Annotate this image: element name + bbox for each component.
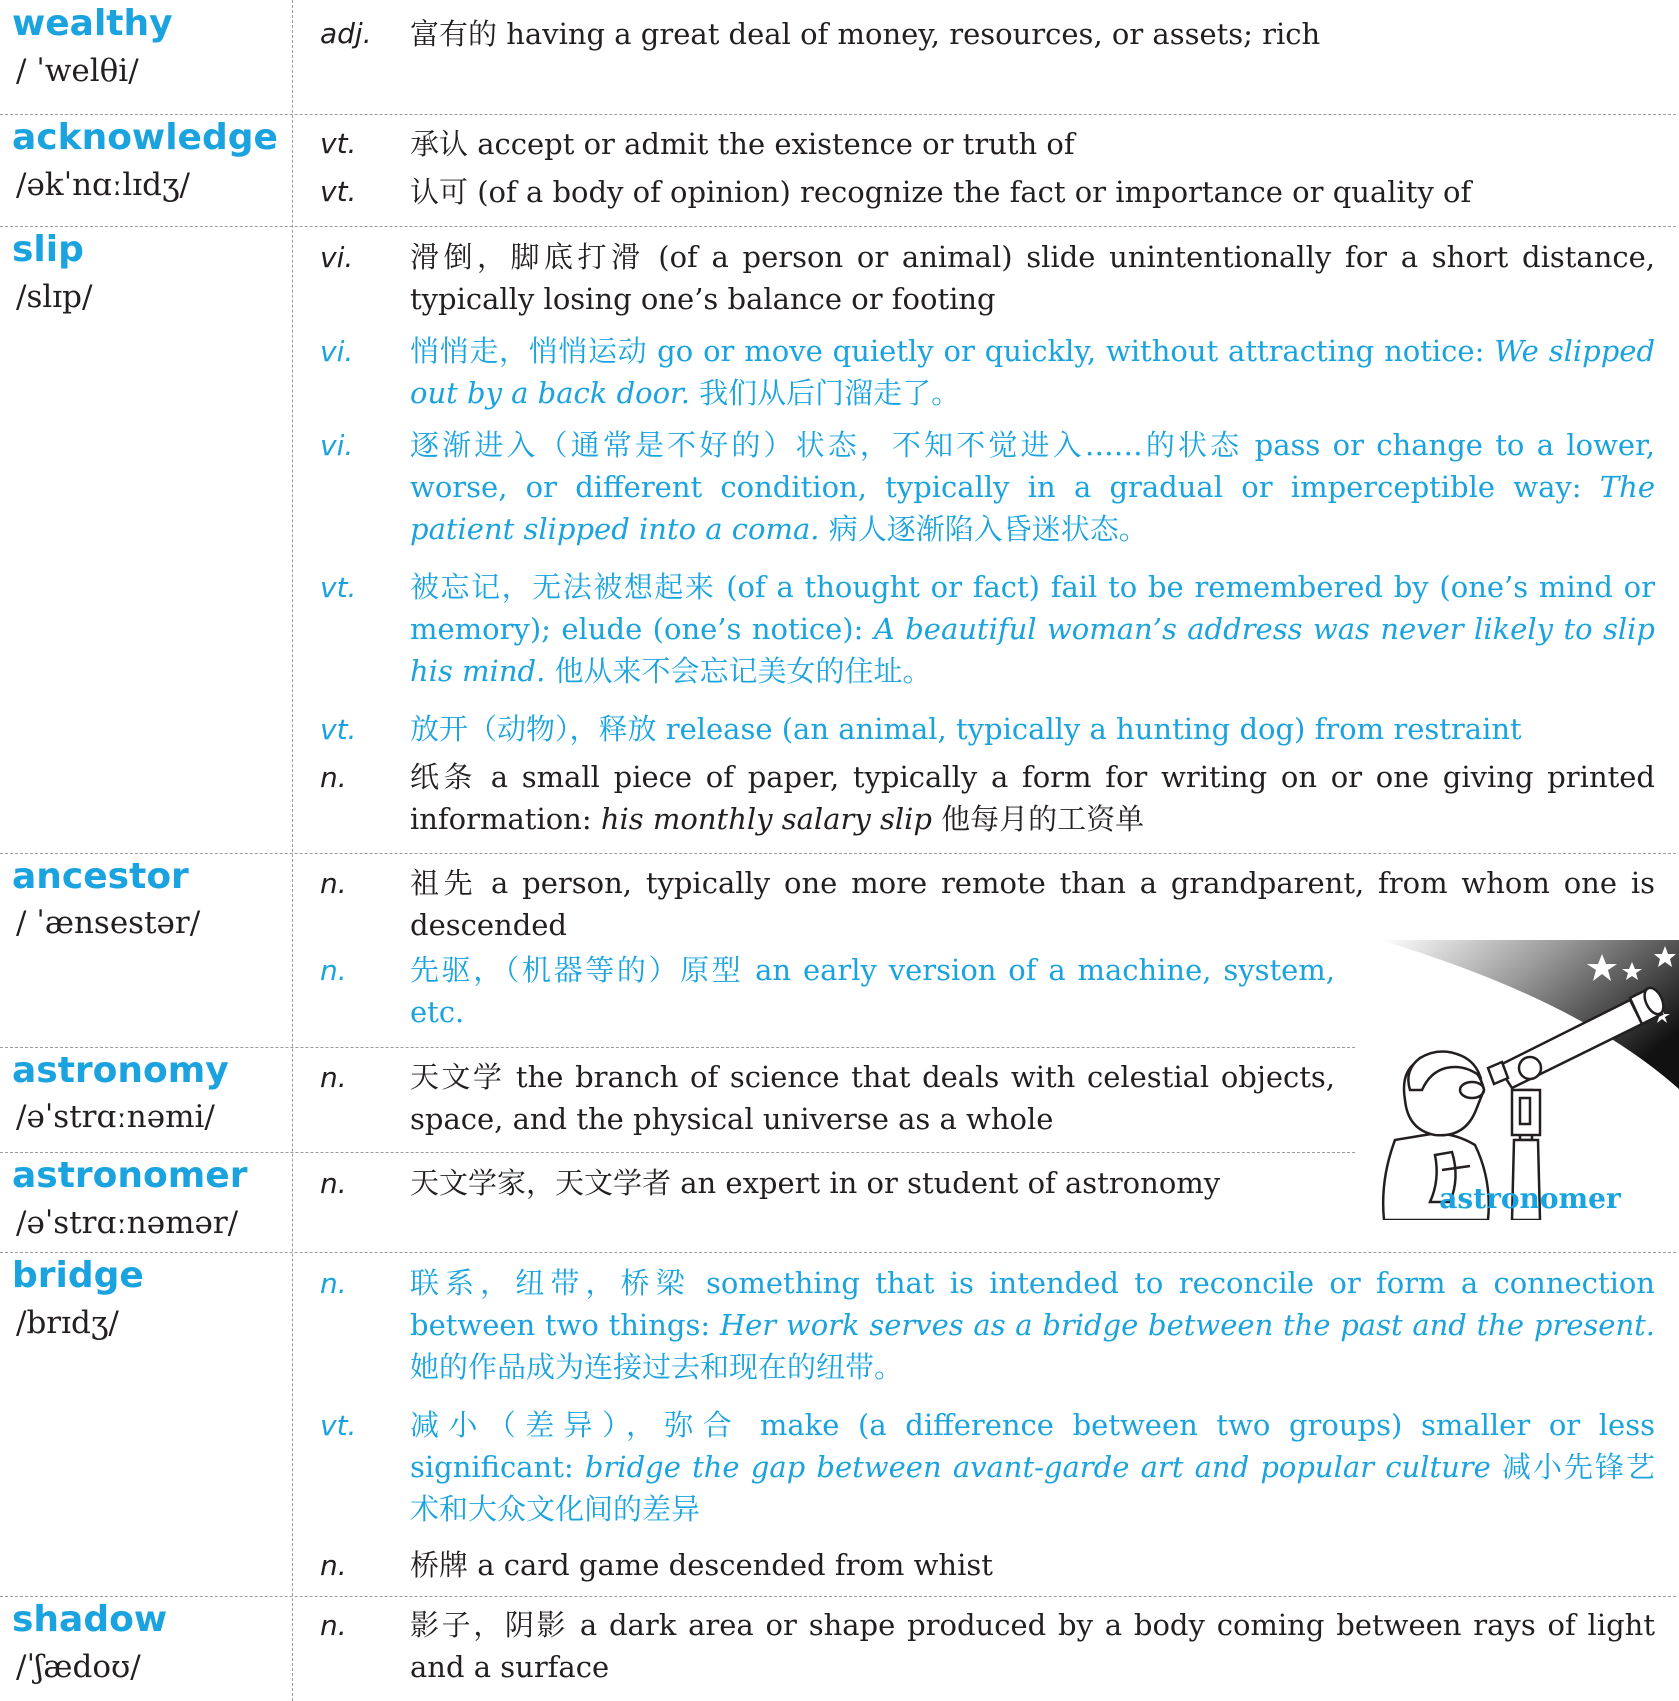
phonetic-astronomy: /əˈstrɑːnəmi/ (16, 1099, 215, 1135)
example-translation: 病人逐渐陷入昏迷状态。 (828, 512, 1148, 546)
astronomer-illustration (1380, 940, 1679, 1220)
definition-text: 纸条 a small piece of paper, typically a form for writing on or one giving printed information: (410, 760, 1655, 836)
headword-acknowledge: acknowledge (12, 117, 278, 158)
part-of-speech: vt. (320, 571, 357, 604)
definition: 富有的 having a great deal of money, resources, or assets; rich (410, 17, 1321, 51)
example-sentence: his monthly salary slip (600, 802, 932, 836)
phonetic-astronomer: /əˈstrɑːnəmər/ (16, 1205, 239, 1241)
example-sentence: Her work serves as a bridge between the past and the present. (719, 1308, 1656, 1342)
part-of-speech: n. (320, 1267, 347, 1300)
definition-text: 逐渐进入（通常是不好的）状态，不知不觉进入……的状态 pass or change to a lower, worse, or different condition, typically in a gradual or imperceptible way: (410, 428, 1655, 504)
entry-separator (0, 1047, 1355, 1048)
headword-ancestor: ancestor (12, 856, 189, 897)
example-sentence: We slipped out by a back door. (410, 334, 1656, 410)
part-of-speech: n. (320, 867, 347, 900)
headword-bridge: bridge (12, 1255, 144, 1296)
entry-separator (0, 853, 1676, 854)
definition-text: 减小（差异），弥合 make (a difference between two groups) smaller or less significant: (410, 1408, 1655, 1484)
definition (410, 1262, 1655, 1388)
definition: 天文学家，天文学者 an expert in or student of astronomy (410, 1166, 1221, 1200)
part-of-speech: vt. (320, 127, 357, 160)
definition: 天文学 the branch of science that deals with celestial objects, space, and the physical universe as a whole (410, 1060, 1335, 1136)
example-translation: 她的作品成为连接过去和现在的纽带。 (410, 1350, 904, 1384)
definition: 认可 (of a body of opinion) recognize the fact or importance or quality of (410, 175, 1472, 209)
definition: 祖先 a person, typically one more remote than a grandparent, from whom one is descended (410, 866, 1655, 942)
headword-shadow: shadow (12, 1599, 168, 1640)
part-of-speech: n. (320, 1061, 347, 1094)
definition-text: 悄悄走，悄悄运动 go or move quietly or quickly, without attracting notice: (410, 334, 1485, 368)
example-translation: 我们从后门溜走了。 (699, 376, 961, 410)
part-of-speech: adj. (320, 17, 372, 50)
part-of-speech: n. (320, 761, 347, 794)
entry-separator (0, 114, 1676, 115)
entry-separator (0, 1252, 1676, 1253)
part-of-speech: n. (320, 954, 347, 987)
part-of-speech: n. (320, 1609, 347, 1642)
part-of-speech: vt. (320, 713, 357, 746)
part-of-speech: vi. (320, 335, 354, 368)
definition: 承认 accept or admit the existence or truth of (410, 127, 1075, 161)
phonetic-acknowledge: /əkˈnɑːlɪdʒ/ (16, 167, 190, 203)
example-sentence: A beautiful woman’s address was never likely to slip his mind. (410, 612, 1655, 688)
definition: 放开（动物），释放 release (an animal, typically a hunting dog) from restraint (410, 712, 1522, 746)
example-translation: 他每月的工资单 (941, 802, 1145, 836)
entry-separator (0, 1596, 1676, 1597)
definition (410, 566, 1655, 692)
part-of-speech: n. (320, 1549, 347, 1582)
entry-separator (0, 1152, 1355, 1153)
entry-separator (0, 226, 1676, 227)
phonetic-shadow: /ˈʃædoʊ/ (16, 1649, 141, 1685)
part-of-speech: vt. (320, 1409, 357, 1442)
phonetic-slip: /slɪp/ (16, 279, 93, 315)
column-divider (292, 0, 293, 1701)
headword-wealthy: wealthy (12, 3, 173, 44)
example-translation: 他从来不会忘记美女的住址。 (554, 654, 932, 688)
example-translation: 减小先锋艺术和大众文化间的差异 (410, 1450, 1655, 1526)
definition (410, 424, 1655, 550)
part-of-speech: vi. (320, 241, 354, 274)
example-sentence: The patient slipped into a coma. (410, 470, 1656, 546)
phonetic-bridge: /brɪdʒ/ (16, 1305, 119, 1341)
definition (410, 1404, 1655, 1530)
definition-text: 联系，纽带，桥梁 something that is intended to reconcile or form a connection between two things: (410, 1266, 1655, 1342)
phonetic-wealthy: / ˈwelθi/ (16, 53, 139, 89)
definition-text: 被忘记，无法被想起来 (of a thought or fact) fail to be remembered by (one’s mind or memory); elude (one’s notice): (410, 570, 1655, 646)
example-sentence: bridge the gap between avant-garde art and popular culture (584, 1450, 1491, 1484)
definition (410, 756, 1655, 840)
part-of-speech: vt. (320, 175, 357, 208)
headword-slip: slip (12, 229, 84, 270)
part-of-speech: vi. (320, 429, 354, 462)
definition: 滑倒，脚底打滑 (of a person or animal) slide unintentionally for a short distance, typically losing one’s balance or footing (410, 240, 1655, 316)
definition: 影子，阴影 a dark area or shape produced by a body coming between rays of light and a surface (410, 1608, 1655, 1684)
definition: 桥牌 a card game descended from whist (410, 1548, 993, 1582)
phonetic-ancestor: / ˈænsestər/ (16, 905, 201, 941)
definition: 先驱，（机器等的）原型 an early version of a machine, system, etc. (410, 953, 1335, 1029)
part-of-speech: n. (320, 1167, 347, 1200)
headword-astronomy: astronomy (12, 1050, 229, 1091)
headword-astronomer: astronomer (12, 1155, 248, 1196)
definition (410, 330, 1655, 414)
illustration-caption: astronomer (1439, 1182, 1621, 1215)
